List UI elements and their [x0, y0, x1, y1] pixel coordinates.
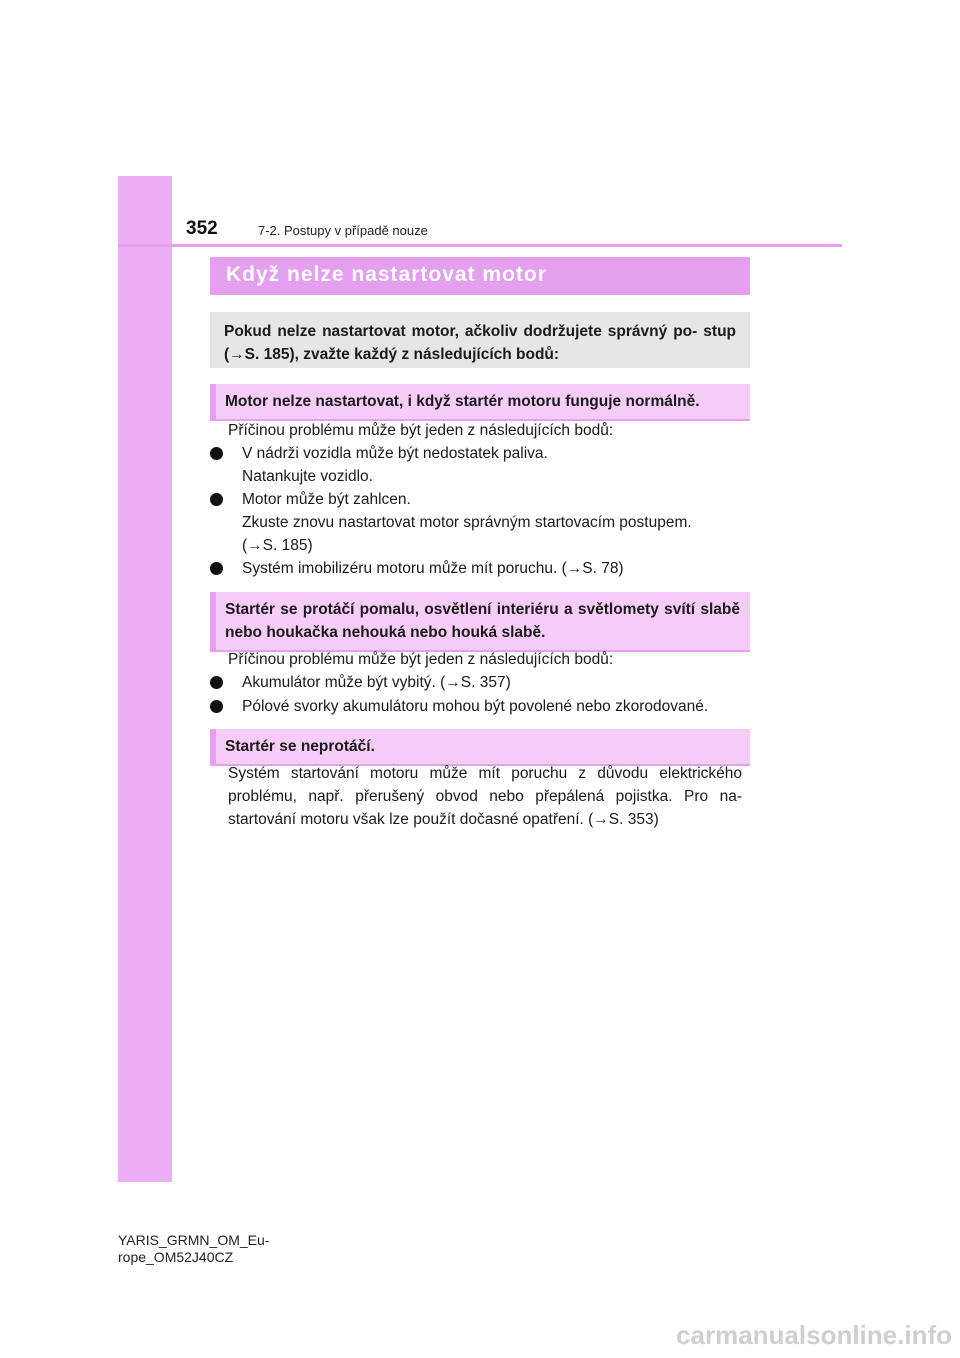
list-item-text: Pólové svorky akumulátoru mohou být povolené nebo zkorodované.	[242, 698, 709, 715]
subheading-2-text: Startér se protáčí pomalu, osvětlení interiéru a světlomety svítí slabě nebo houkačka nehouká nebo houká slabě.	[225, 601, 740, 641]
subheading-1	[210, 384, 750, 421]
list-item	[210, 488, 742, 557]
bullet-icon	[210, 562, 223, 575]
list-item	[210, 557, 742, 580]
section-2-lead: Příčinou problému může být jeden z následujících bodů:	[228, 651, 614, 668]
document-code-line-2: rope_OM52J40CZ	[118, 1249, 234, 1265]
chapter-title: 7-2. Postupy v případě nouze	[258, 223, 428, 238]
bullet-icon	[210, 493, 223, 506]
list-item-text: V nádrži vozidla může být nedostatek paliva.	[242, 445, 548, 462]
intro-text: Pokud nelze nastartovat motor, ačkoliv dodržujete správný po- stup (→S. 185), zvažte každý z následujících bodů:	[224, 323, 736, 363]
list-item-reference[interactable]: (→S. 185)	[242, 537, 313, 554]
page-title: Když nelze nastartovat motor	[226, 263, 547, 286]
list-item-subtext: Zkuste znovu nastartovat motor správným startovacím postupem.	[242, 514, 692, 531]
list-item	[210, 442, 742, 488]
list-item-subtext: Natankujte vozidlo.	[242, 468, 373, 485]
intro-box	[210, 312, 750, 368]
list-item-text: Motor může být zahlcen.	[242, 491, 411, 508]
section-1-lead: Příčinou problému může být jeden z následujících bodů:	[228, 422, 614, 439]
list-item-text: Akumulátor může být vybitý. (→S. 357)	[242, 674, 511, 691]
bullet-icon	[210, 700, 223, 713]
section-3-body: Systém startování motoru může mít poruchu z důvodu elektrického problému, např. přerušený obvod nebo přepálená pojistka. Pro na- startování motoru však lze použít dočasné opatření. (→S. 353)	[228, 765, 742, 828]
subheading-3-text: Startér se neprotáčí.	[225, 738, 375, 755]
list-item-text: Systém imobilizéru motoru může mít poruchu. (→S. 78)	[242, 560, 624, 577]
subheading-3	[210, 729, 750, 766]
subheading-1-text: Motor nelze nastartovat, i když startér motoru funguje normálně.	[225, 393, 700, 410]
list-item	[210, 695, 742, 718]
page-title-bar	[210, 257, 750, 295]
side-tab-bar	[118, 176, 172, 1182]
document-code-line-1: YARIS_GRMN_OM_Eu-	[118, 1232, 270, 1248]
header-divider	[118, 244, 842, 247]
document-code	[118, 1232, 269, 1266]
page-number: 352	[186, 218, 218, 239]
bullet-icon	[210, 676, 223, 689]
list-item	[210, 671, 742, 694]
subheading-2	[210, 592, 750, 652]
bullet-icon	[210, 447, 223, 460]
watermark: carmanualsonline.info	[676, 1320, 952, 1350]
